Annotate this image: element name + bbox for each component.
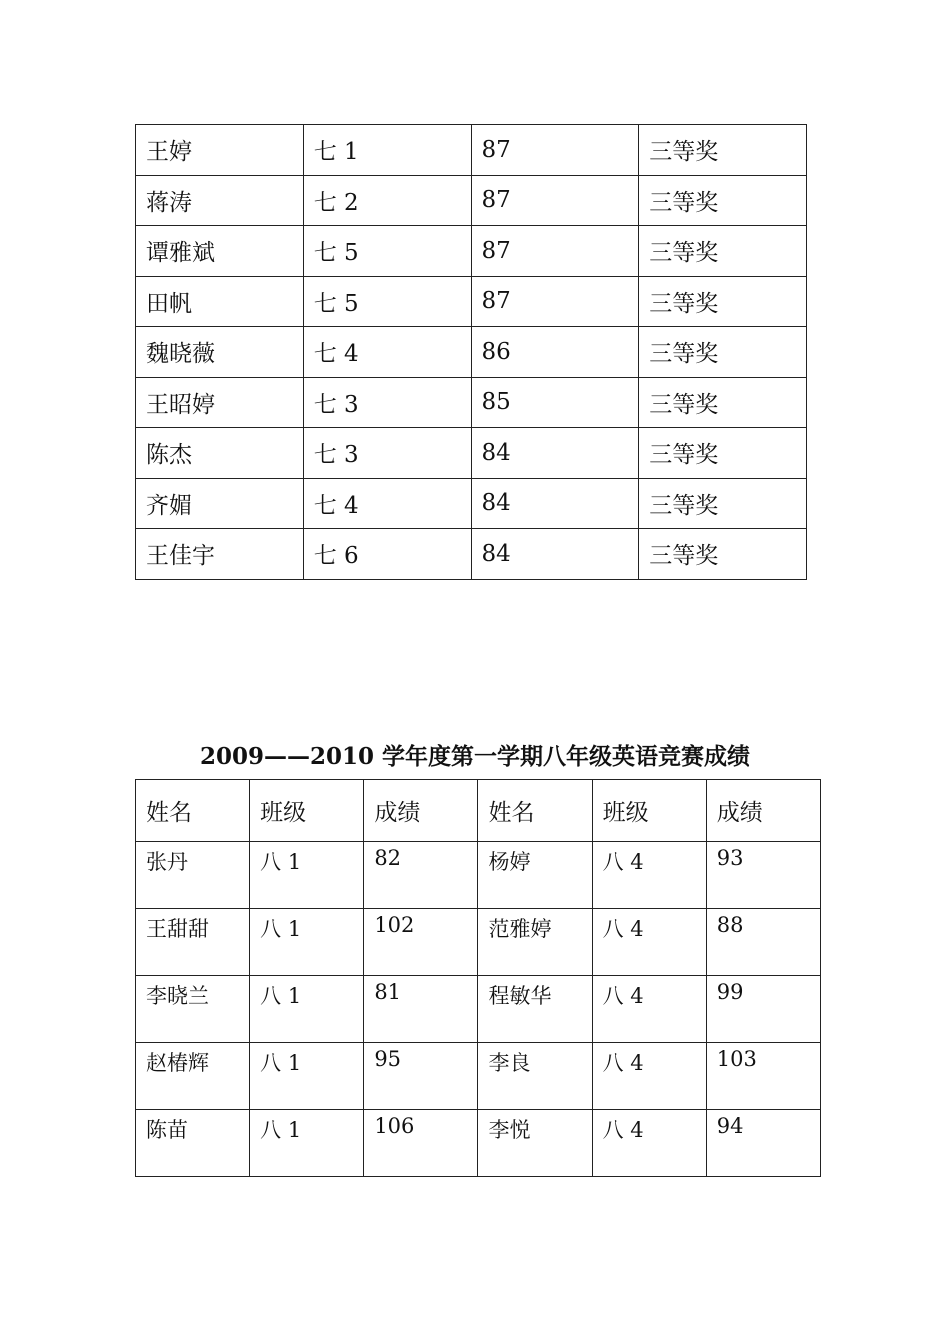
results-table-body xyxy=(136,780,821,1177)
results-cell-name-left: 陈苗 xyxy=(136,1110,250,1177)
results-cell-score-left: 82 xyxy=(364,842,478,909)
awards-cell-award: 三等奖 xyxy=(639,175,807,226)
results-cell-score-left: 102 xyxy=(364,909,478,976)
header-cell-class-right: 班级 xyxy=(592,780,706,842)
awards-cell-class: 七 2 xyxy=(303,175,471,226)
results-row xyxy=(136,1110,821,1177)
awards-cell-name: 魏晓薇 xyxy=(136,327,304,378)
awards-table xyxy=(135,124,807,580)
awards-cell-name: 齐媚 xyxy=(136,478,304,529)
awards-cell-score: 84 xyxy=(471,428,639,479)
header-cell-name-left: 姓名 xyxy=(136,780,250,842)
awards-cell-class: 七 4 xyxy=(303,478,471,529)
results-cell-class-right: 八 4 xyxy=(592,1043,706,1110)
awards-row xyxy=(136,327,807,378)
results-cell-name-left: 王甜甜 xyxy=(136,909,250,976)
awards-row xyxy=(136,276,807,327)
awards-cell-class: 七 5 xyxy=(303,276,471,327)
header-cell-name-right: 姓名 xyxy=(478,780,592,842)
awards-cell-award: 三等奖 xyxy=(639,276,807,327)
awards-cell-score: 86 xyxy=(471,327,639,378)
awards-cell-score: 87 xyxy=(471,125,639,176)
awards-cell-score: 84 xyxy=(471,529,639,580)
awards-row xyxy=(136,377,807,428)
awards-cell-name: 陈杰 xyxy=(136,428,304,479)
awards-row xyxy=(136,175,807,226)
awards-row xyxy=(136,478,807,529)
awards-cell-award: 三等奖 xyxy=(639,226,807,277)
awards-cell-class: 七 3 xyxy=(303,377,471,428)
awards-row xyxy=(136,226,807,277)
awards-cell-class: 七 4 xyxy=(303,327,471,378)
awards-cell-award: 三等奖 xyxy=(639,478,807,529)
awards-cell-award: 三等奖 xyxy=(639,529,807,580)
header-cell-score-right: 成绩 xyxy=(706,780,820,842)
results-cell-name-left: 赵椿辉 xyxy=(136,1043,250,1110)
results-cell-class-left: 八 1 xyxy=(250,842,364,909)
results-cell-name-left: 张丹 xyxy=(136,842,250,909)
awards-cell-name: 田帆 xyxy=(136,276,304,327)
results-cell-name-right: 杨婷 xyxy=(478,842,592,909)
results-cell-score-left: 95 xyxy=(364,1043,478,1110)
awards-cell-score: 85 xyxy=(471,377,639,428)
header-cell-class-left: 班级 xyxy=(250,780,364,842)
results-row xyxy=(136,909,821,976)
results-cell-name-left: 李晓兰 xyxy=(136,976,250,1043)
results-cell-name-right: 范雅婷 xyxy=(478,909,592,976)
awards-cell-award: 三等奖 xyxy=(639,125,807,176)
awards-row xyxy=(136,529,807,580)
awards-row xyxy=(136,125,807,176)
results-cell-score-left: 106 xyxy=(364,1110,478,1177)
awards-cell-score: 84 xyxy=(471,478,639,529)
results-cell-class-left: 八 1 xyxy=(250,909,364,976)
results-table xyxy=(135,779,821,1177)
awards-cell-award: 三等奖 xyxy=(639,377,807,428)
results-cell-score-right: 99 xyxy=(706,976,820,1043)
header-cell-score-left: 成绩 xyxy=(364,780,478,842)
results-row xyxy=(136,1043,821,1110)
awards-cell-class: 七 5 xyxy=(303,226,471,277)
awards-row xyxy=(136,428,807,479)
results-cell-class-right: 八 4 xyxy=(592,976,706,1043)
results-cell-score-right: 94 xyxy=(706,1110,820,1177)
results-cell-class-right: 八 4 xyxy=(592,1110,706,1177)
awards-table-body xyxy=(136,125,807,580)
results-row xyxy=(136,976,821,1043)
results-cell-class-left: 八 1 xyxy=(250,1110,364,1177)
awards-cell-award: 三等奖 xyxy=(639,428,807,479)
results-cell-score-right: 103 xyxy=(706,1043,820,1110)
results-cell-class-right: 八 4 xyxy=(592,842,706,909)
awards-cell-class: 七 6 xyxy=(303,529,471,580)
awards-cell-score: 87 xyxy=(471,276,639,327)
results-cell-name-right: 李悦 xyxy=(478,1110,592,1177)
awards-cell-name: 王佳宇 xyxy=(136,529,304,580)
results-header-row xyxy=(136,780,821,842)
awards-cell-class: 七 1 xyxy=(303,125,471,176)
results-cell-score-right: 93 xyxy=(706,842,820,909)
results-cell-class-left: 八 1 xyxy=(250,976,364,1043)
results-cell-name-right: 李良 xyxy=(478,1043,592,1110)
awards-cell-name: 蒋涛 xyxy=(136,175,304,226)
awards-cell-name: 谭雅斌 xyxy=(136,226,304,277)
awards-cell-award: 三等奖 xyxy=(639,327,807,378)
results-cell-class-right: 八 4 xyxy=(592,909,706,976)
results-cell-name-right: 程敏华 xyxy=(478,976,592,1043)
results-row xyxy=(136,842,821,909)
awards-cell-name: 王昭婷 xyxy=(136,377,304,428)
results-cell-score-left: 81 xyxy=(364,976,478,1043)
results-cell-score-right: 88 xyxy=(706,909,820,976)
awards-cell-score: 87 xyxy=(471,226,639,277)
awards-cell-class: 七 3 xyxy=(303,428,471,479)
results-title: 2009——2010 学年度第一学期八年级英语竞赛成绩 xyxy=(199,743,751,770)
awards-cell-name: 王婷 xyxy=(136,125,304,176)
awards-cell-score: 87 xyxy=(471,175,639,226)
results-cell-class-left: 八 1 xyxy=(250,1043,364,1110)
